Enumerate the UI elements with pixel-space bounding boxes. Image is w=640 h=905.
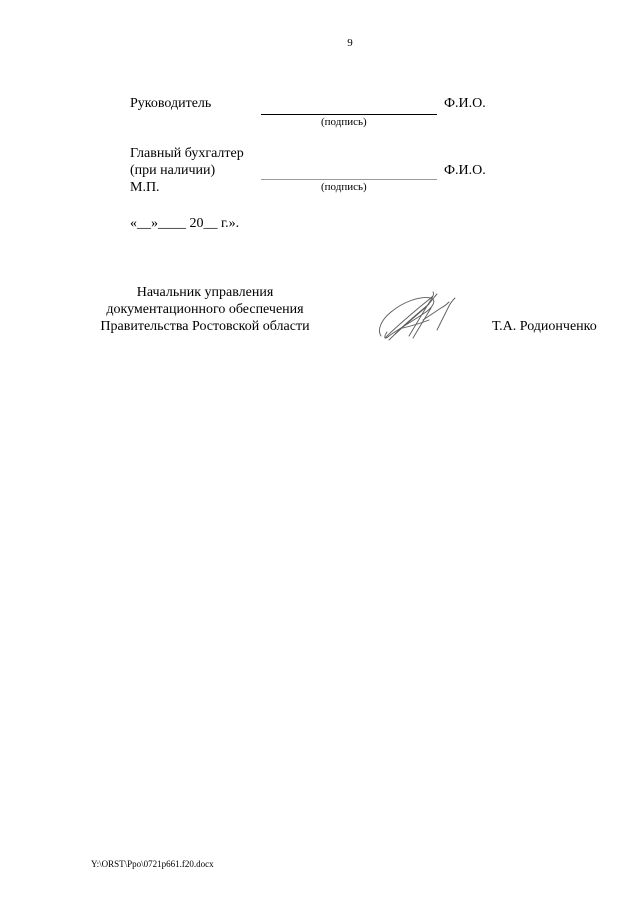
date-line: «__»____ 20__ г.». [130, 216, 240, 231]
stamp-place-label: М.П. [130, 180, 160, 195]
position-line1: Начальник управления [136, 285, 274, 300]
position-line2: документационного обеспечения [106, 302, 304, 317]
head-label: Руководитель [130, 96, 212, 111]
head-signature-caption: (подпись) [321, 116, 367, 128]
page-number: 9 [347, 37, 353, 49]
signatory-name: Т.А. Родионченко [492, 319, 597, 334]
position-line3: Правительства Ростовской области [100, 319, 310, 334]
accountant-name-placeholder: Ф.И.О. [444, 163, 486, 178]
accountant-label-line1: Главный бухгалтер [130, 146, 244, 161]
accountant-label-line2: (при наличии) [130, 163, 216, 178]
handwritten-signature [375, 290, 465, 342]
accountant-signature-line [261, 179, 437, 180]
head-name-placeholder: Ф.И.О. [444, 96, 486, 111]
head-signature-line [261, 114, 437, 115]
file-path: Y:\ORST\Ppo\0721p661.f20.docx [91, 859, 214, 869]
accountant-signature-caption: (подпись) [321, 181, 367, 193]
